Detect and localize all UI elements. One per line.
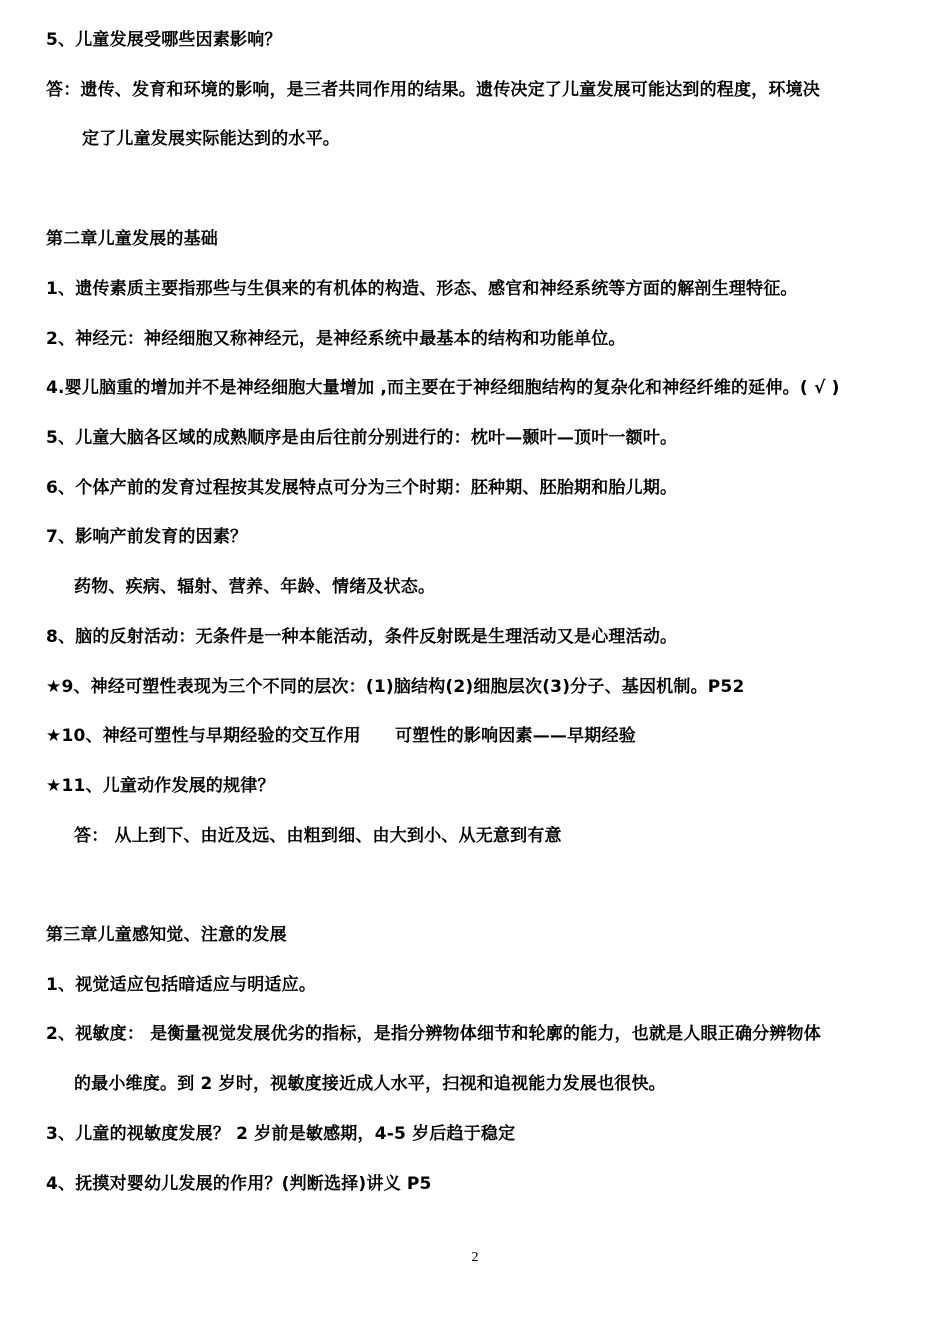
chapter-3-title: 第三章儿童感知觉、注意的发展 — [46, 925, 287, 945]
ch3-item-1: 1、视觉适应包括暗适应与明适应。 — [46, 975, 317, 995]
ch2-item-8: 8、脑的反射活动：无条件是一种本能活动，条件反射既是生理活动又是心理活动。 — [46, 627, 678, 647]
ch1-answer-5-line1: 答：遗传、发育和环境的影响，是三者共同作用的结果。遗传决定了儿童发展可能达到的程度，环境决 — [46, 80, 820, 100]
ch1-question-5: 5、儿童发展受哪些因素影响？ — [46, 30, 282, 50]
ch1-answer-5-line2: 定了儿童发展实际能达到的水平。 — [82, 129, 340, 149]
ch2-item-11-answer: 答： 从上到下、由近及远、由粗到细、由大到小、从无意到有意 — [74, 826, 562, 846]
ch3-item-2-line2: 的最小维度。到 2 岁时，视敏度接近成人水平，扫视和追视能力发展也很快。 — [74, 1074, 666, 1094]
page-number: 2 — [471, 1250, 479, 1265]
ch2-item-5: 5、儿童大脑各区域的成熟顺序是由后往前分别进行的：枕叶—颞叶—顶叶一额叶。 — [46, 428, 678, 448]
chapter-2-title: 第二章儿童发展的基础 — [46, 229, 218, 249]
ch3-item-3: 3、儿童的视敏度发展？ 2 岁前是敏感期，4-5 岁后趋于稳定 — [46, 1124, 516, 1144]
ch2-item-11: ★11、儿童动作发展的规律？ — [46, 776, 275, 796]
ch2-item-10: ★10、神经可塑性与早期经验的交互作用 可塑性的影响因素——早期经验 — [46, 726, 636, 746]
ch2-item-1: 1、遗传素质主要指那些与生俱来的有机体的构造、形态、感官和神经系统等方面的解剖生理特征。 — [46, 279, 798, 299]
ch2-item-2: 2、神经元：神经细胞又称神经元，是神经系统中最基本的结构和功能单位。 — [46, 329, 626, 349]
ch2-item-6: 6、个体产前的发育过程按其发展特点可分为三个时期：胚种期、胚胎期和胎儿期。 — [46, 478, 678, 498]
ch3-item-4: 4、抚摸对婴幼儿发展的作用？(判断选择)讲义 P5 — [46, 1174, 432, 1194]
ch2-item-7-answer: 药物、疾病、辐射、营养、年龄、情绪及状态。 — [74, 577, 436, 597]
ch2-item-7: 7、影响产前发育的因素？ — [46, 527, 248, 547]
ch2-item-4: 4.婴儿脑重的增加并不是神经细胞大量增加 ,而主要在于神经细胞结构的复杂化和神经纤维的延伸。( √ ) — [46, 378, 840, 398]
ch3-item-2-line1: 2、视敏度： 是衡量视觉发展优劣的指标，是指分辨物体细节和轮廓的能力，也就是人眼正确分辨物体 — [46, 1024, 821, 1044]
ch2-item-9: ★9、神经可塑性表现为三个不同的层次：(1)脑结构(2)细胞层次(3)分子、基因机制。P52 — [46, 677, 745, 697]
